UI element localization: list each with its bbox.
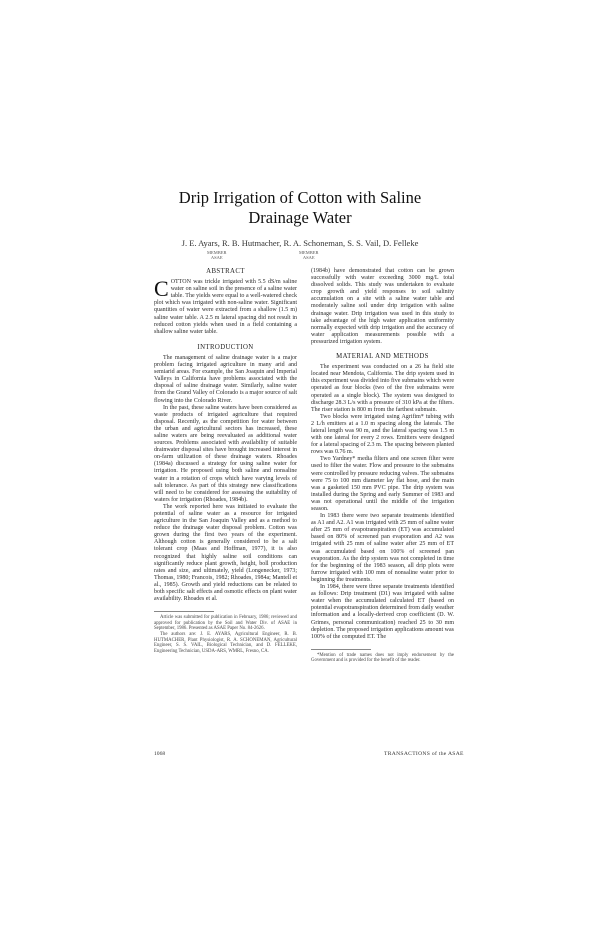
footnote-submission: Article was submitted for publication in February, 1986; reviewed and approved for publication by the Soil and Water Div. of ASAE in September, 1986. Presented as ASAE Paper No. 84-2626. (154, 615, 297, 632)
trade-name-note: *Mention of trade names does not imply endorsement by the Government and is provided for the benefit of the reader. (311, 652, 454, 664)
abstract-text (154, 276, 297, 336)
footnote-rule (154, 611, 214, 612)
title-line-2: Drainage Water (248, 208, 352, 227)
intro-paragraph-1: The management of saline drainage water is a major problem facing irrigated agriculture in many arid and semiarid areas. For example, the San Joaquin and Imperial Valleys in California have problems associated with the disposal of saline drainage water. Similarly, saline water from the Grand Valley of Colorado is a major source of salt flowing into the Colorado River. (154, 354, 297, 404)
paper-title (0, 188, 600, 228)
introduction-heading: INTRODUCTION (197, 343, 254, 351)
member-note-2 (299, 250, 319, 260)
page-number: 1068 (154, 751, 166, 757)
abstract-body: OTTON was trickle irrigated with 5.5 dS/m saline water on saline soil in the presence of a saline water table. The yields were equal to a well-watered check plot which was irrigated with non-saline water. Significant quantities of water were extracted from a shallow (1.5 m) saline water table. A 2.5 m lateral spacing did not result in reduced cotton yields when used in a field containing a shallow saline water table. (154, 279, 297, 335)
abstract-heading: ABSTRACT (206, 268, 245, 275)
member-note-1 (207, 250, 227, 260)
col2-paragraph-1: (1984b) have demonstrated that cotton can be grown successfully with water exceeding 3000 mg/L total dissolved solids. This study was undertaken to evaluate crop growth and yield responses to soil salinity accumulation on a site with a saline water table and moderately saline soil under drip irrigation with saline drainage water. Drip irrigation was used in this study to take advantage of the high water application uniformity normally expected with drip irrigation and the accuracy of water application measurements possible with a pressurized irrigation system. (311, 268, 454, 345)
methods-paragraph-4: In 1983 there were two separate treatments identified as A1 and A2. A1 was irrigated with 25 mm of saline water after 25 mm of evapotranspiration (ET) was accumulated based on 80% of screened pan evaporation and A2 was irrigated with 25 mm of saline water after 25 mm of ET was accumulated based on 100% of screened pan evaporation. As the drip system was not completed in time for the beginning of the 1983 season, all drip plots were furrow irrigated with 100 mm of nonsaline water prior to beginning the treatments. (311, 513, 454, 583)
drop-cap: C (154, 276, 169, 302)
member-org: ASAE (302, 255, 315, 260)
title-line-1: Drip Irrigation of Cotton with Saline (178, 188, 422, 207)
methods-heading: MATERIAL AND METHODS (336, 353, 429, 361)
right-column (311, 268, 454, 664)
intro-paragraph-2: In the past, these saline waters have been considered as waste products of irrigated agriculture that required disposal. Recently, as the competition for water between the urban and agricultural sectors has increased, these saline waters are being reevaluated as additional water sources. Problems associated with availability of suitable drainwater disposal sites have brought increased interest in on-farm utilization of these drainage waters. Rhoades (1984a) discussed a strategy for using saline water for irrigation. He proposed using both saline and nonsaline water in a rotation of crops which have varying levels of salt tolerance. As part of this strategy new classifications will need to be considered for assessing the suitability of waters for irrigation (Rhoades, 1984b). (154, 404, 297, 503)
trade-note-rule (311, 649, 371, 650)
methods-paragraph-3: Two Yardney* media filters and one screen filter were used to filter the water. Flow and pressure to the submains were controlled by pressure reducing valves. The submains were 75 to 100 mm diameter lay flat hose, and the main was a gasketed 150 mm PVC pipe. The drip system was installed during the Spring and early Summer of 1983 and was not operational until the middle of the irrigation season. (311, 456, 454, 512)
methods-paragraph-1: The experiment was conducted on a 26 ha field site located near Mendota, California. The drip system used in this experiment was divided into five submains which were operated as four blocks (two of the five submains were operated as a single block). The system was designed to discharge 28.3 L/s with a pressure of 310 kPa at the filters. The riser station is 800 m from the farthest submain. (311, 364, 454, 413)
left-column (154, 268, 297, 654)
intro-paragraph-3: The work reported here was initiated to evaluate the potential of saline water as a resource for irrigated agriculture in the San Joaquin Valley and as a method to reduce the drainage water disposal problem. Cotton was grown during the first two years of the experiment. Although cotton is generally considered to be a salt tolerant crop (Maas and Hoffman, 1977), it is also recognized that highly saline soil conditions can significantly reduce plant growth, height, boll production rates and size, and ultimately, yield (Longenecker, 1973; Thomas, 1980; Francois, 1982; Rhoades, 1984a; Mantell et al., 1985). Growth and yield reductions can be related to both specific salt effects and osmotic effects on plant water availability. Rhoades et al. (154, 503, 297, 603)
methods-paragraph-5: In 1984, there were three separate treatments identified as follows: Drip treatment (D1) was irrigated with saline water when the accumulated calculated ET (based on potential evapotranspiration determined from daily weather information and a locally-derived crop coefficient (D. W. Grimes, personal communication) reached 25 to 30 mm depletion. The proposed irrigation applications amount was 100% of the computed ET. The (311, 584, 454, 640)
footnote-authors: The authors are: J. E. AYARS, Agricultural Engineer, R. B. HUTMACHER, Plant Physiologist, R. A. SCHONEMAN, Agricultural Engineer, S. S. VAIL, Biological Technician, and D. FELLEKE, Engineering Technician, USDA-ARS, WMRL, Fresno, CA. (154, 632, 297, 654)
journal-name: TRANSACTIONS of the ASAE (384, 751, 464, 757)
author-list: J. E. Ayars, R. B. Hutmacher, R. A. Schoneman, S. S. Vail, D. Felleke (181, 238, 419, 248)
member-label: MEMBER (299, 250, 319, 255)
member-label: MEMBER (207, 250, 227, 255)
methods-paragraph-2: Two blocks were irrigated using Agrifim* tubing with 2 L/h emitters at a 1.0 m spacing along the laterals. The lateral length was 90 m, and the lateral spacing was 1.5 m with one lateral for every 2 rows. Emitters were designed for a lateral spacing of 2.3 m. The spacing between planted rows was 0.76 m. (311, 413, 454, 456)
member-org: ASAE (210, 255, 223, 260)
